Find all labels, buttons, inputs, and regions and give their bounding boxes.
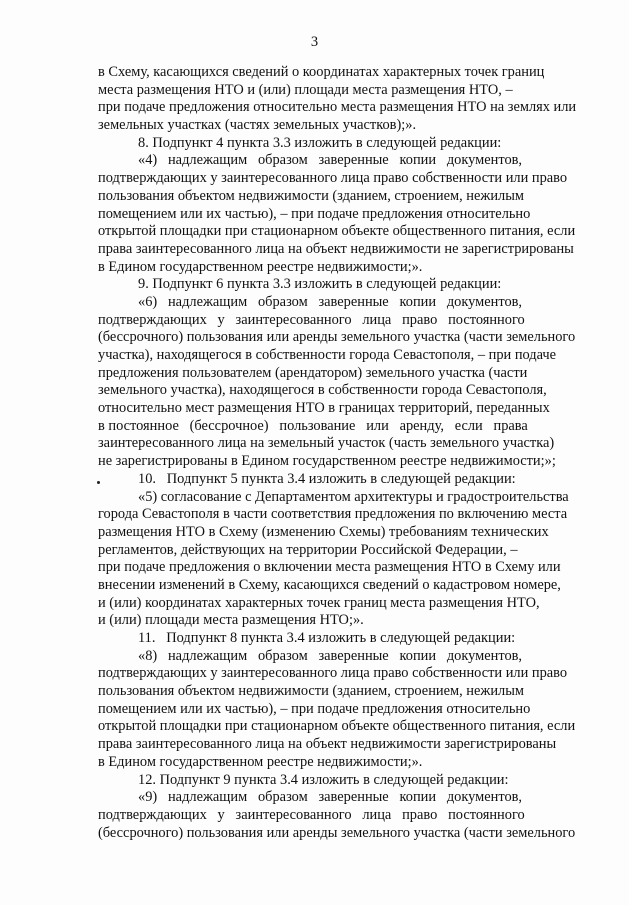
text-line: не зарегистрированы в Едином государственном реестре недвижимости;»;	[98, 453, 556, 470]
text-line: «8) надлежащим образом заверенные копии документов,	[138, 647, 523, 664]
text-line: пользования объектом недвижимости (зданием, строением, нежилым	[98, 187, 524, 204]
text-line: участка), находящегося в собственности города Севастополя, – при подаче	[98, 347, 557, 363]
text-line: при подаче предложения о включении места размещения НТО в Схему или	[98, 559, 561, 576]
text-line: в Схему, касающихся сведений о координатах характерных точек границ	[98, 64, 545, 80]
text-line: в Едином государственном реестре недвижимости;».	[98, 753, 423, 770]
text-line: предложения пользователем (арендатором) земельного участка (части	[98, 364, 528, 381]
text-line: подтверждающих у заинтересованного лица право постоянного	[98, 311, 525, 328]
text-line: земельных участках (частях земельных участков);».	[98, 117, 417, 134]
page-number: 3	[310, 34, 319, 50]
text-line: «9) надлежащим образом заверенные копии документов,	[138, 789, 523, 806]
text-line: права заинтересованного лица на объект недвижимости не зарегистрированы	[98, 240, 574, 257]
text-line: «6) надлежащим образом заверенные копии документов,	[138, 293, 523, 310]
text-line: и (или) координатах характерных точек границ места размещения НТО,	[98, 594, 540, 611]
text-line: размещения НТО в Схему (изменению Схемы) требованиям технических	[98, 523, 549, 540]
text-line: права заинтересованного лица на объект недвижимости зарегистрированы	[98, 736, 557, 753]
text-line: заинтересованного лица на земельный участок (часть земельного участка)	[98, 435, 555, 452]
text-line: подтверждающих у заинтересованного лица право собственности или право	[98, 170, 568, 187]
text-line: открытой площадки при стационарном объекте общественного питания, если	[98, 223, 576, 240]
text-line: в Едином государственном реестре недвижимости;».	[98, 258, 423, 275]
scan-speck	[97, 481, 100, 484]
document-body	[98, 64, 606, 842]
text-line: «4) надлежащим образом заверенные копии документов,	[138, 152, 523, 169]
item-heading: 12. Подпункт 9 пункта 3.4 изложить в следующей редакции:	[138, 771, 509, 788]
text-line: земельного участка), находящегося в собственности города Севастополя,	[98, 382, 547, 399]
text-line: помещением или их частью), – при подаче предложения относительно	[98, 700, 531, 717]
text-line: подтверждающих у заинтересованного лица право постоянного	[98, 806, 525, 823]
item-heading: 10. Подпункт 5 пункта 3.4 изложить в следующей редакции:	[138, 470, 516, 487]
text-line: города Севастополя в части соответствия предложения по включению места	[98, 506, 568, 523]
text-line: открытой площадки при стационарном объекте общественного питания, если	[98, 718, 576, 735]
text-line: (бессрочного) пользования или аренды земельного участка (части земельного	[98, 329, 576, 346]
text-line: пользования объектом недвижимости (зданием, строением, нежилым	[98, 683, 524, 700]
text-line: регламентов, действующих на территории Российской Федерации, –	[98, 541, 518, 558]
text-line: относительно мест размещения НТО в границах территорий, переданных	[98, 400, 550, 417]
text-line: (бессрочного) пользования или аренды земельного участка (части земельного	[98, 824, 576, 841]
text-line: места размещения НТО и (или) площади места размещения НТО, –	[98, 81, 513, 98]
item-heading: 9. Подпункт 6 пункта 3.3 изложить в следующей редакции:	[138, 276, 502, 293]
text-line: при подаче предложения относительно места размещения НТО на землях или	[98, 99, 577, 116]
item-heading: 8. Подпункт 4 пункта 3.3 изложить в следующей редакции:	[138, 134, 502, 151]
text-line: внесении изменений в Схему, касающихся сведений о кадастровом номере,	[98, 576, 561, 593]
text-line: помещением или их частью), – при подаче предложения относительно	[98, 205, 531, 222]
text-line: в постоянное (бессрочное) пользование или аренду, если права	[98, 417, 528, 434]
text-line: «5) согласование с Департаментом архитектуры и градостроительства	[138, 488, 569, 505]
item-heading: 11. Подпункт 8 пункта 3.4 изложить в следующей редакции:	[138, 630, 516, 646]
text-line: и (или) площади места размещения НТО;».	[98, 612, 364, 629]
text-line: подтверждающих у заинтересованного лица право собственности или право	[98, 665, 568, 682]
